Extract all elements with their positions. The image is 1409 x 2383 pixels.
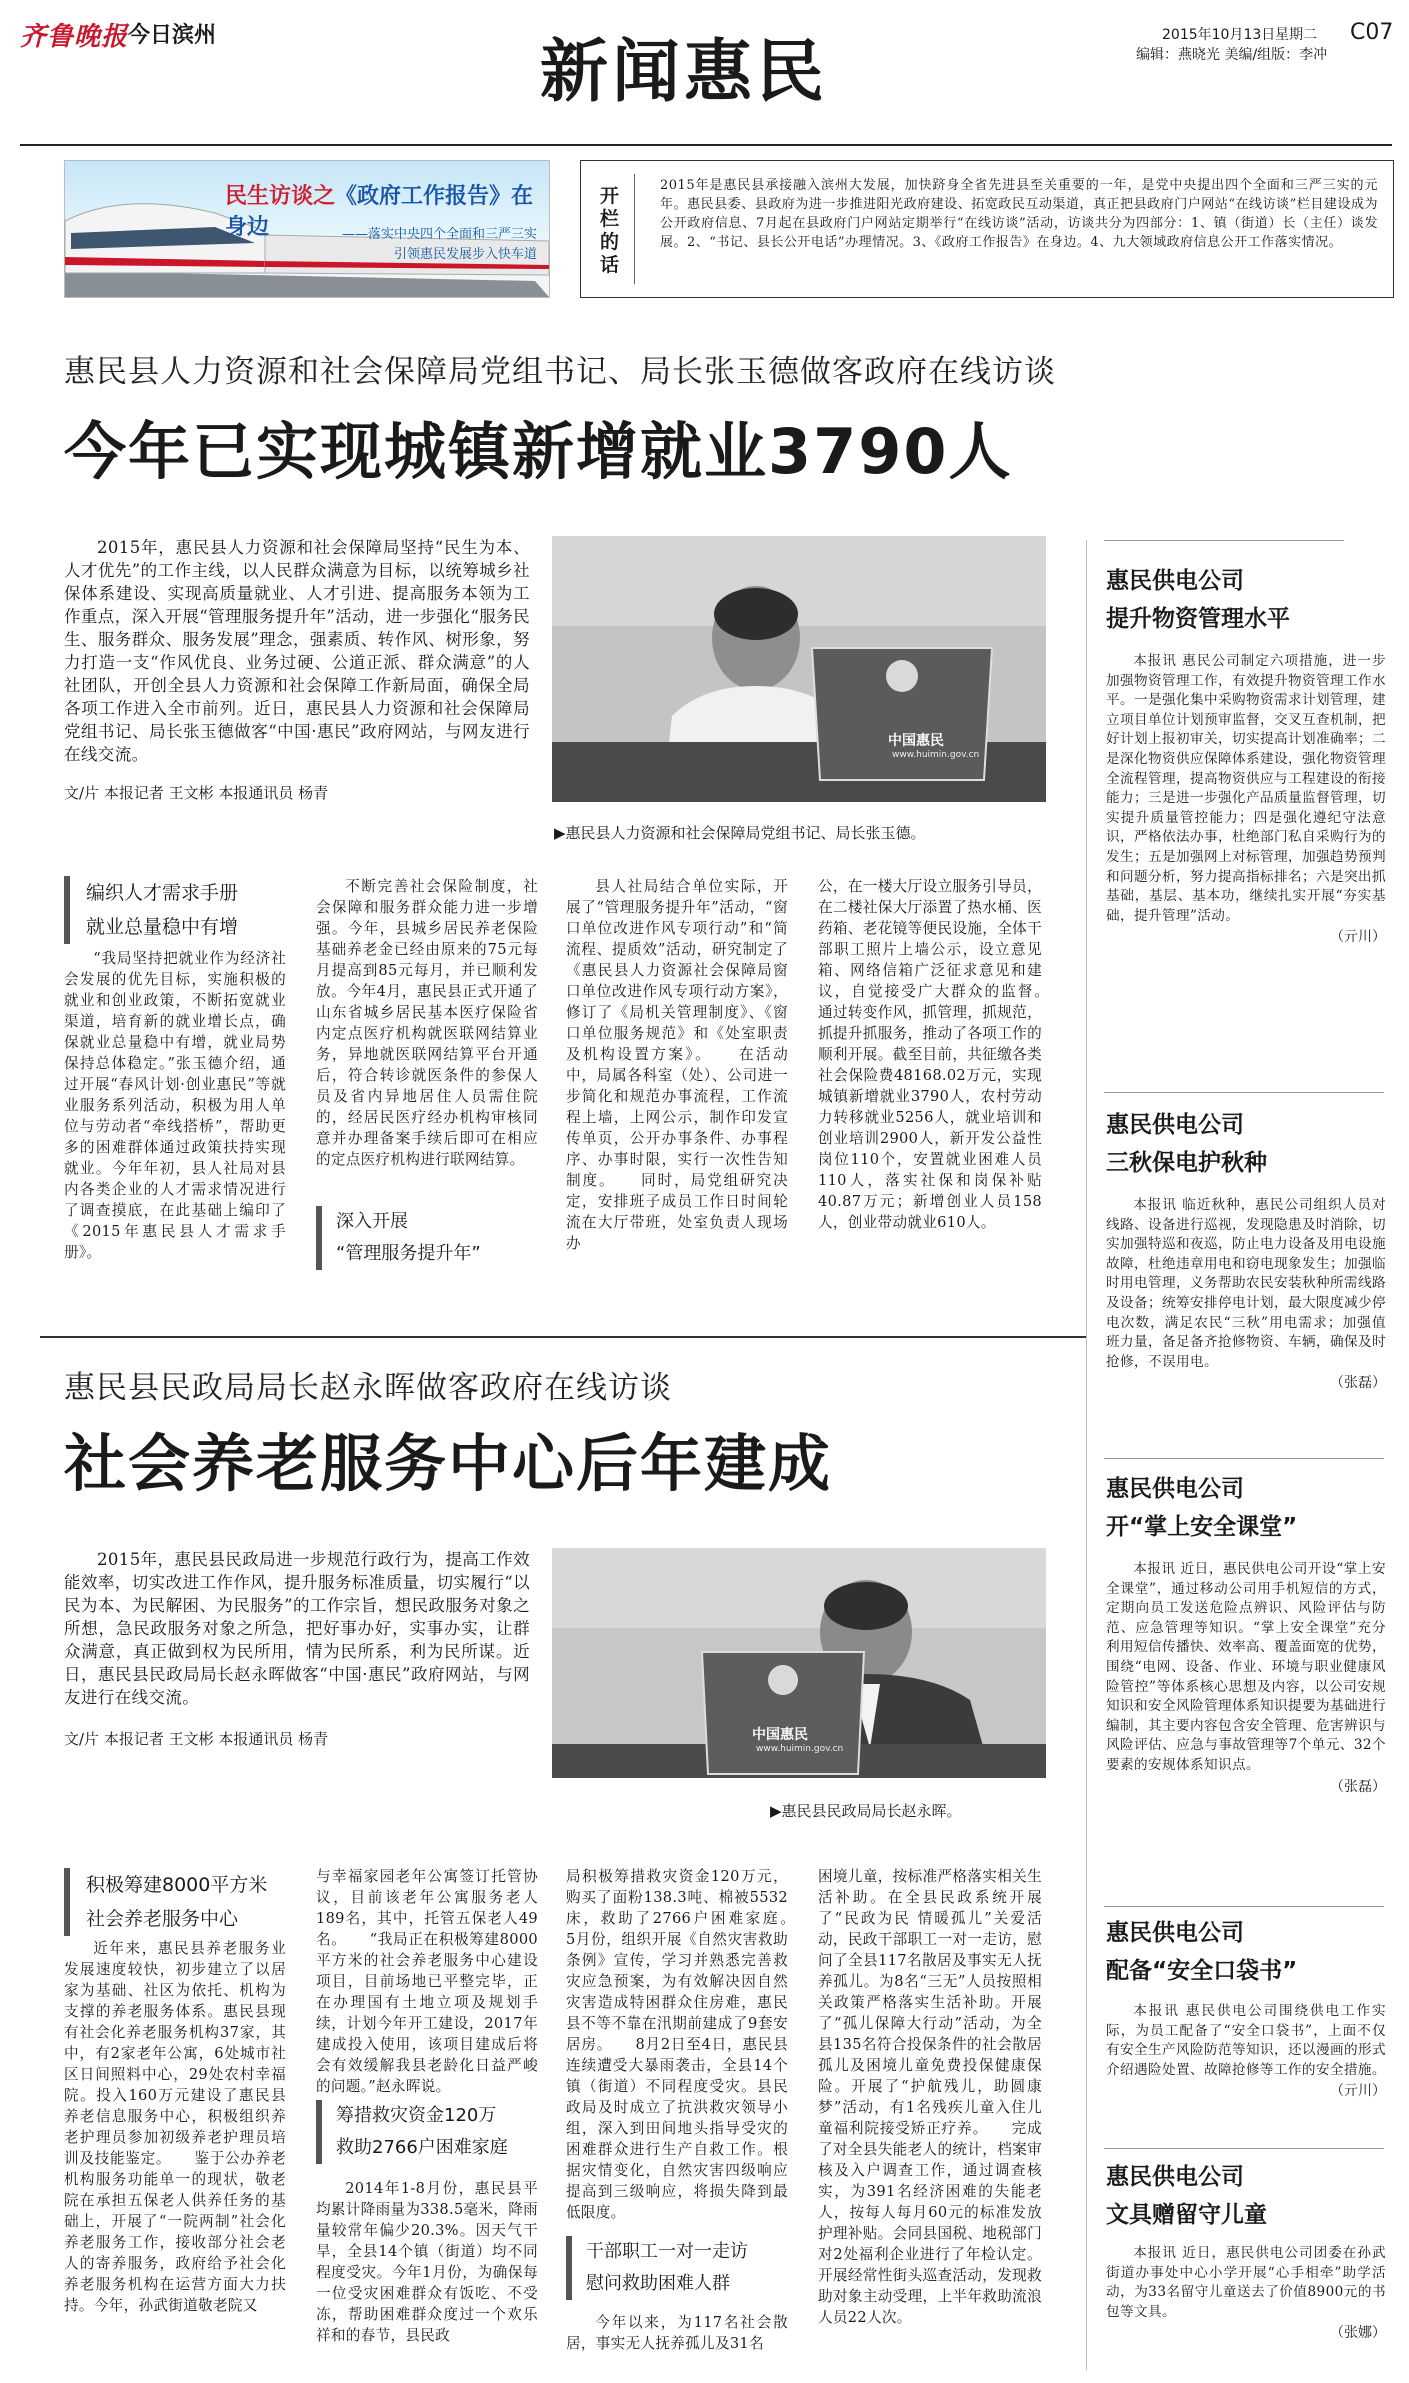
- article2-column-1: 近年来，惠民县养老服务业发展速度较快，初步建立了以居家为基础、社区为依托、机构为支撑的养老服务体系。惠民县现有社会化养老服务机构37家，其中，有2家老年公寓，6处城市社区日间照料中心，29处农村幸福院。投入160万元建设了惠民县养老信息服务中心，积极组织养老护理员参加初级养老护理员培训及技能鉴定。 鉴于公办养老机构服务功能单一的现状，敬老院在承担五保老人供养任务的基础上，开展了“一院两制”社会化养老服务工作，接收部分社会老人的寄养服务，政府给予社会化养老服务机构在运营方面大力扶持。今年，孙武街道敬老院又: [64, 1940, 286, 2314]
- sidebar-item-5-title-line2: 文具赠留守儿童: [1106, 2202, 1267, 2228]
- sidebar-item-2-body: 本报讯 临近秋种，惠民公司组织人员对线路、设备进行巡视，发现隐患及时消除，切实加强特巡和夜巡，防止电力设备及用电设施故障，杜绝违章用电和窃电现象发生；加强临时用电管理，义务帮助农民安装秋种所需线路及设备；统筹安排停电计划，最大限度减少停电次数，满足农民“三秋”用电需求；加强值班力量，备足备齐抢修物资、车辆，确保及时抢修，不误用电。: [1106, 1197, 1386, 1370]
- article1-column-4: 公，在一楼大厅设立服务引导员，在二楼社保大厅添置了热水桶、医药箱、老花镜等便民设施，全体干部职工照片上墙公示，设立意见箱、网络信箱广泛征求意见和建议，自觉接受广大群众的监督。 通过转变作风，抓管理，抓规范，抓提升抓服务，推动了各项工作的顺利开展。截至目前，共征缴各类社会保险费48168.02万元，实现城镇新增就业3790人，农村劳动力转移就业5256人，就业培训和创业培训2900人，新开发公益性岗位110个，安置就业困难人员110人，落实社保和岗保补贴40.87万元；新增创业人员158人，创业带动就业610人。: [818, 878, 1072, 1231]
- article2-subhead-1-line2: 社会养老服务中心: [86, 1908, 239, 1930]
- sidebar-item-3-title-line2: 开“掌上安全课堂”: [1106, 1514, 1298, 1540]
- sidebar-item-4-title-line2: 配备“安全口袋书”: [1106, 1958, 1298, 1984]
- article2-column-2a: 与幸福家园老年公寓签订托管协议，目前该老年公寓服务老人189名，其中，托管五保老人49名。 “我局正在积极筹建8000平方米的社会养老服务中心建设项目，目前场地已平整完毕，正在办理国有土地立项及规划手续，计划今年开工建设，2017年建成投入使用，该项目建成后将会有效缓解我县老龄化日益严峻的问题。”赵永晖说。: [316, 1868, 538, 2095]
- article2-subhead-1-line1: 积极筹建8000平方米: [86, 1874, 268, 1896]
- article1-column-2: 不断完善社会保险制度，社会保障和服务群众能力进一步增强。今年，县城乡居民养老保险基础养老金已经由原来的75元每月提高到85元每月，并已顺利发放。今年4月，惠民县正式开通了山东省城乡居民基本医疗保险省内定点医疗机构就医联网结算业务，异地就医联网结算平台开通后，符合转诊就医条件的参保人员及省内异地居住人员需住院的，经居民医疗经办机构审核同意并办理备案手续后即可在相应的定点医疗机构进行联网结算。: [316, 878, 538, 1168]
- article1-subhead-2-line1: 深入开展: [336, 1211, 408, 1232]
- article2-kicker: 惠民县民政局局长赵永晖做客政府在线访谈: [64, 1370, 672, 1406]
- article2-subhead-3-line2: 慰问救助困难人群: [586, 2273, 730, 2294]
- article1-subhead-1-line2: 就业总量稳中有增: [86, 916, 239, 938]
- sidebar-item-2: [1106, 1106, 1386, 1392]
- column-intro-text: 2015年是惠民县承接融入滨州大发展，加快跻身全省先进县至关重要的一年，是党中央提出四个全面和三严三实的元年。惠民县委、县政府为进一步推进阳光政府建设、拓宽政民互动渠道，真正把县政府门户网站“在线访谈”栏目建设成为公开政府信息、7月起在县政府门户网站定期举行“在线访谈”活动，访谈共分为四部分：1、镇（街道）长（主任）谈发展。2、“书记、县长公开电话”办理情况。3、《政府工作报告》在身边。4、九大领域政府信息公开工作落实情况。: [660, 178, 1378, 250]
- article2-subhead-2-line2: 救助2766户困难家庭: [336, 2137, 508, 2158]
- article2-subhead-2: [316, 2100, 542, 2164]
- sidebar-rule: [1104, 1906, 1384, 1907]
- article2-laptop-url: www.huimin.gov.cn: [756, 1744, 844, 1754]
- article2-subhead-2-line1: 筹措救灾资金120万: [336, 2105, 497, 2126]
- sidebar-item-3: [1106, 1470, 1386, 1796]
- sidebar-item-3-title-line1: 惠民供电公司: [1106, 1476, 1244, 1502]
- article2-column-4: 困境儿童，按标准严格落实相关生活补助。在全县民政系统开展了“民政为民 情暖孤儿”关爱活动，民政干部职工一对一走访，慰问了全县117名散居及事实无人抚养孤儿。为8名“三无”人员按照相关政策严格落实生活补助。开展了“孤儿保障大行动”活动，为全县135名符合投保条件的社会散居孤儿及困境儿童免费投保健康保险。开展了“护航残儿，助圆康梦”活动，有1名残疾儿童入住儿童福利院接受矫正疗养。 完成了对全县失能老人的统计，档案审核及入户调查工作，通过调查核实，为391名经济困难的失能老人，按每人每月60元的标准发放护理补贴。会同县国税、地税部门对2处福利企业进行了年检认定。开展经常性街头巡查活动，发现救助对象主动受理，上半年救助流浪人员22人次。: [818, 1868, 1042, 2326]
- sidebar-divider: [1086, 540, 1087, 2370]
- article2-column-3b: 今年以来，为117名社会散居，事实无人抚养孤儿及31名: [566, 2314, 788, 2352]
- article2-byline: 文/片 本报记者 王文彬 本报通讯员 杨青: [64, 1730, 329, 1748]
- article1-photo: [552, 536, 1046, 802]
- sidebar-item-3-body: 本报讯 近日，惠民供电公司开设“掌上安全课堂”，通过移动公司用手机短信的方式，定期向员工发送危险点辨识、风险评估与防范、应急管理等知识。“掌上安全课堂”充分利用短信传播快、效率高、覆盖面宽的优势，围绕“电网、设备、作业、环境与职业健康风险管控”等体系核心思想及内容，以公司安规知识和安全风险管理体系知识提要为基础进行编制，其主要内容包含安全管理、危害辨识与风险评估、应急与事故管理等7个单元、32个要素的安规体系知识点。: [1106, 1561, 1386, 1773]
- sidebar-item-1-title-line2: 提升物资管理水平: [1106, 606, 1290, 632]
- sidebar-item-3-author: （张磊）: [1330, 1778, 1386, 1795]
- article2-photo: [552, 1548, 1046, 1778]
- sidebar-rule: [1104, 2148, 1384, 2149]
- article1-subhead-2: [316, 1206, 542, 1270]
- article2-subhead-3: [566, 2236, 792, 2300]
- newspaper-logo: 齐鲁晚报: [20, 22, 129, 52]
- article2-lead: 2015年，惠民县民政局进一步规范行政行为，提高工作效能效率，切实改进工作作风，提升服务标准质量，切实履行“以民为本、为民解困、为民服务”的工作宗旨，想民政服务对象之所想，急民政服务对象之所急，把好事办好，实事办实，让群众满意，真正做到权为民所用，情为民所系，利为民所谋。近日，惠民县民政局局长赵永晖做客“中国·惠民”政府网站，与网友进行在线交流。: [64, 1550, 530, 1707]
- banner-subtitle-2: 引领惠民发展步入快车道: [393, 247, 537, 262]
- sidebar-item-4-title-line1: 惠民供电公司: [1106, 1920, 1244, 1946]
- section-title: 新闻惠民: [540, 32, 829, 112]
- article1-subhead-2-line2: “管理服务提升年”: [336, 1243, 481, 1264]
- sidebar-item-1-title-line1: 惠民供电公司: [1106, 568, 1244, 594]
- article2-subhead-1: [64, 1868, 296, 1936]
- article1-column-1: “我局坚持把就业作为经济社会发展的优先目标，实施积极的就业和创业政策，不断拓宽就业渠道，培育新的就业增长点，确保就业总量稳中有增，就业局势保持总体稳定。”张玉德介绍，通过开展“春风计划·创业惠民”等就业服务系列活动，积极为用人单位与劳动者“牵线搭桥”，帮助更多的困难群体通过政策扶持实现就业。今年年初，县人社局对县内各类企业的人才需求情况进行了调查摸底，在此基础上编印了《2015年惠民县人才需求手册》。: [64, 950, 286, 1261]
- article1-column-3: 县人社局结合单位实际，开展了“管理服务提升年”活动，“窗口单位改进作风专项行动”和“简流程、提质效”活动，研究制定了《惠民县人力资源社会保障局窗口单位改进作风专项行动方案》，修订了《局机关管理制度》、《窗口单位服务规范》和《处室职责及机构设置方案》。 在活动中，局属各科室（处）、公司进一步简化和规范办事流程，工作流程上墙，上网公示，制作印发宣传单页，公开办事条件、办事程序、办事时限，实行一次性告知制度。 同时，局党组研究决定，安排班子成员工作日时间轮流在大厅带班，处室负责人现场办: [566, 878, 788, 1252]
- column-intro-divider: [634, 174, 635, 284]
- sidebar-item-5-body: 本报讯 近日，惠民供电公司团委在孙武街道办事处中心小学开展“心手相牵”助学活动，为33名留守儿童送去了价值8900元的书包等文具。: [1106, 2245, 1386, 2320]
- sidebar-item-4-author: （亓川）: [1330, 2083, 1386, 2100]
- banner-title-red: 民生访谈之: [225, 184, 336, 209]
- issue-weekday: 星期二: [1275, 27, 1317, 43]
- header-rule: [20, 144, 1392, 146]
- sidebar-item-5-title-line1: 惠民供电公司: [1106, 2164, 1244, 2190]
- article1-byline: 文/片 本报记者 王文彬 本报通讯员 杨青: [64, 784, 329, 802]
- edition-name: 今日滨州: [128, 23, 217, 48]
- sidebar-item-4-body: 本报讯 惠民供电公司围绕供电工作实际，为员工配备了“安全口袋书”，上面不仅有安全生产风险防范等知识，还以漫画的形式介绍遇险处置、故障抢修等工作的安全措施。: [1106, 2003, 1386, 2078]
- sidebar-item-5: [1106, 2158, 1386, 2342]
- sidebar-item-1-body: 本报讯 惠民公司制定六项措施，进一步加强物资管理工作，有效提升物资管理工作水平。一是强化集中采购物资需求计划管理，建立项目单位计划预审监督，交叉互查机制，把好计划上报初审关，切实提高计划准确率；二是深化物资供应保障体系建设，强化物资管理全流程管理，提高物资供应与工程建设的衔接能力；三是进一步强化产品质量监督管理，切实提升质量管控能力；四是强化遵纪守法意识，严格依法办事，杜绝部门私自采购行为的发生；五是加强网上对标管理，加强趋势预判和问题分析，努力提高指标排名；六是突出抓基础，基层、基本功，继续扎实开展“夯实基础，提升管理”活动。: [1106, 653, 1386, 924]
- editor-credits: 编辑：燕晓光 美编/组版：李冲: [1136, 47, 1328, 63]
- article1-subhead-1-line1: 编织人才需求手册: [86, 882, 239, 904]
- sidebar-item-1: [1106, 562, 1386, 946]
- banner-subtitle-1: ——落实中央四个全面和三严三实: [341, 227, 537, 242]
- article2-column-2b: 2014年1-8月份，惠民县平均累计降雨量为338.5毫米，降雨量较常年偏少20.3%。因天气干旱，全县14个镇（街道）均不同程度受灾。今年1月份，为确保每一位受灾困难群众有饭吃、不受冻，帮助困难群众度过一个欢乐祥和的春节，县民政: [316, 2180, 539, 2344]
- sidebar-item-4: [1106, 1914, 1386, 2100]
- article1-lead: 2015年，惠民县人力资源和社会保障局坚持“民生为本、人才优先”的工作主线，以人民群众满意为目标，以统筹城乡社保体系建设、实现高质量就业、人才引进、提高服务本领为工作重点，深入开展“管理服务提升年”活动，进一步强化“服务民生、服务群众、服务发展”理念，强素质、转作风、树形象，努力打造一支“作风优良、业务过硬、公道正派、群众满意”的人社团队，开创全县人力资源和社会保障工作新局面，确保全局各项工作进入全市前列。近日，惠民县人力资源和社会保障局党组书记、局长张玉德做客“中国·惠民”政府网站，与网友进行在线交流。: [64, 538, 530, 764]
- column-banner: [64, 160, 550, 298]
- sidebar-rule: [1104, 1092, 1384, 1093]
- article2-laptop-label: 中国惠民: [752, 1727, 808, 1743]
- article1-kicker: 惠民县人力资源和社会保障局党组书记、局长张玉德做客政府在线访谈: [64, 354, 1056, 390]
- sidebar-item-5-author: （张娜）: [1330, 2325, 1386, 2342]
- issue-date: 2015年10月13日: [1162, 27, 1276, 43]
- article2-photo-caption: ▶惠民县民政局局长赵永晖。: [770, 1802, 962, 1820]
- sidebar-rule: [1104, 1458, 1384, 1459]
- page-number: C07: [1350, 20, 1394, 45]
- article1-laptop-url: www.huimin.gov.cn: [892, 750, 980, 760]
- sidebar-item-2-title-line2: 三秋保电护秋种: [1106, 1150, 1267, 1176]
- article1-headline: 今年已实现城镇新增就业3790人: [64, 415, 1013, 488]
- person-at-laptop-icon: [552, 536, 1046, 802]
- column-intro-label: 开栏的话: [600, 185, 620, 276]
- article1-photo-caption: ▶惠民县人力资源和社会保障局党组书记、局长张玉德。: [554, 824, 926, 842]
- article-separator: [40, 1336, 1086, 1338]
- article2-headline: 社会养老服务中心后年建成: [64, 1427, 833, 1500]
- sidebar-item-1-author: （亓川）: [1330, 929, 1386, 946]
- banner-title-blue: 《政府工作报告》在身边: [225, 184, 534, 240]
- article1-laptop-label: 中国惠民: [888, 733, 944, 749]
- article1-subhead-1: [64, 876, 296, 944]
- article2-column-3: 局积极筹措救灾资金120万元，购买了面粉138.3吨、棉被5532床，救助了2766户困难家庭。 5月份，组织开展《自然灾害救助条例》宣传，学习并熟悉完善救灾应急预案，为有效解决因自然灾害造成特困群众住房难，惠民县不等不靠在汛期前建成了9套安居房。 8月2日至4日，惠民县连续遭受大暴雨袭击，全县14个镇（街道）不同程度受灾。县民政局及时成立了抗洪救灾领导小组，深入到田间地头指导受灾的困难群众进行生产自救工作。根据灾情变化，自然灾害四级响应提高到三级响应，将损失降到最低限度。: [566, 1868, 818, 2221]
- article2-subhead-3-line1: 干部职工一对一走访: [586, 2241, 748, 2262]
- sidebar-item-2-author: （张磊）: [1330, 1375, 1386, 1392]
- sidebar-item-2-title-line1: 惠民供电公司: [1106, 1112, 1244, 1138]
- sidebar-top-rule: [1104, 540, 1344, 541]
